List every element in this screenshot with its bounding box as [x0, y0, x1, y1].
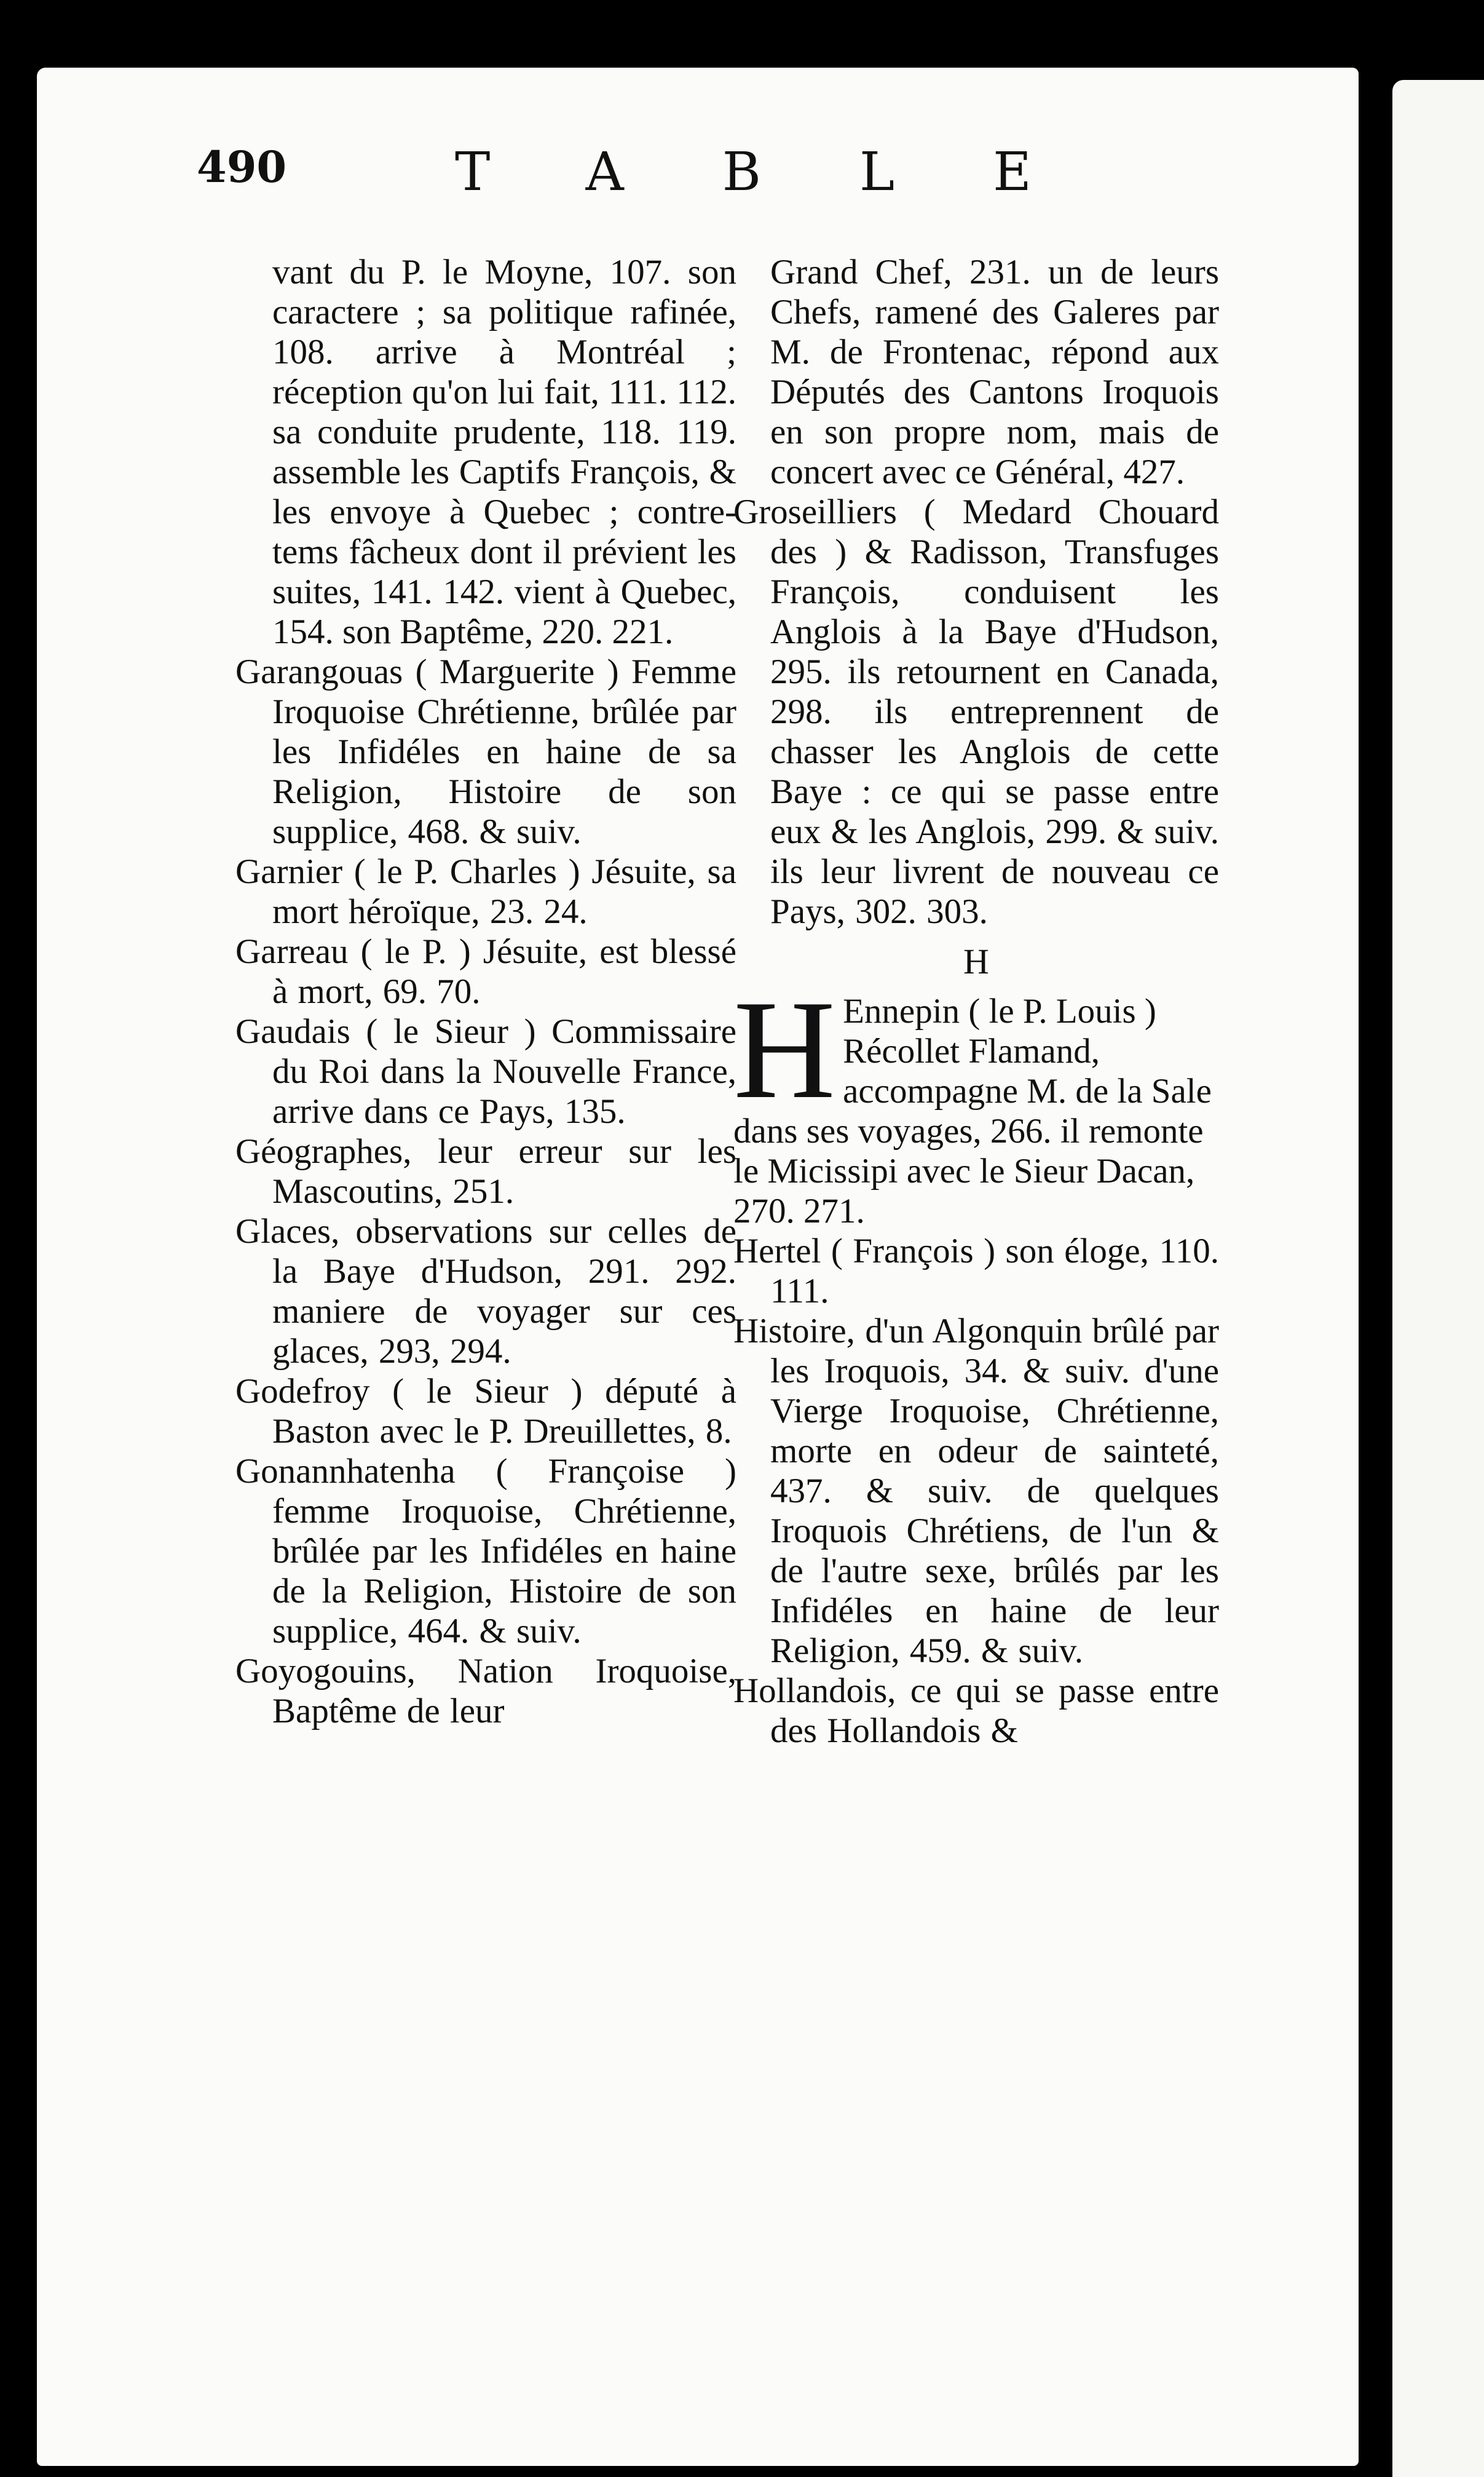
- index-entry: Histoire, d'un Algonquin brûlé par les Iroquois, 34. & suiv. d'une Vierge Iroquoise, Chrétienne, morte en odeur de sainteté, 437. & suiv. de quelques Iroquois Chrétiens, de l'un & de l'autre sexe, brûlés par les Infidéles en haine de leur Religion, 459. & suiv.: [733, 1312, 1219, 1670]
- entry-continuation: vant du P. le Moyne, 107. son caractere ; sa politique rafinée, 108. arrive à Montréal ; réception qu'on lui fait, 111. 112. sa conduite prudente, 118. 119. assemble les Captifs François, & les envoye à Quebec ; contre-tems fâcheux dont il prévient les suites, 141. 142. vient à Quebec, 154. son Baptême, 220. 221.: [272, 253, 736, 651]
- index-entry: Groseilliers ( Medard Chouard des ) & Radisson, Transfuges François, conduisent les Anglois à la Baye d'Hudson, 295. ils retournent en Canada, 298. ils entreprennent de chasser les Anglois de cette Baye : ce qui se passe entre eux & les Anglois, 299. & suiv. ils leur livrent de nouveau ce Pays, 302. 303.: [733, 493, 1219, 931]
- adjacent-page-edge: [1392, 80, 1484, 2477]
- index-entry: Hertel ( François ) son éloge, 110. 111.: [733, 1232, 1219, 1310]
- dropcap-entry: [733, 971, 1219, 1231]
- left-column: [235, 252, 736, 1731]
- index-entry: Goyogouins, Nation Iroquoise, Baptême de leur: [235, 1652, 736, 1730]
- dropcap-entry-text: Ennepin ( le P. Louis ) Récollet Flamand, accompagne M. de la Sale dans ses voyages, 266. il remonte le Micissipi avec le Sieur Dacan, 270. 271.: [733, 992, 1212, 1231]
- drop-cap: H: [733, 971, 836, 1128]
- index-entry: Garangouas ( Marguerite ) Femme Iroquoise Chrétienne, brûlée par les Infidéles en haine de sa Religion, Histoire de son supplice, 468. & suiv.: [235, 652, 736, 851]
- index-entry: Géographes, leur erreur sur les Mascoutins, 251.: [235, 1132, 736, 1211]
- page-number: 490: [197, 141, 287, 192]
- section-letter-heading: H: [963, 941, 989, 981]
- running-title: TABLE: [455, 141, 1130, 203]
- index-entry: Godefroy ( le Sieur ) député à Baston avec le P. Dreuillettes, 8.: [235, 1372, 736, 1451]
- right-column: [733, 252, 1219, 1751]
- index-entry: Glaces, observations sur celles de la Baye d'Hudson, 291. 292. maniere de voyager sur ces glaces, 293, 294.: [235, 1212, 736, 1371]
- index-entry: Garnier ( le P. Charles ) Jésuite, sa mort héroïque, 23. 24.: [235, 852, 736, 931]
- index-entry: Garreau ( le P. ) Jésuite, est blessé à mort, 69. 70.: [235, 932, 736, 1011]
- index-entry: Gonannhatenha ( Françoise ) femme Iroquoise, Chrétienne, brûlée par les Infidéles en haine de la Religion, Histoire de son supplice, 464. & suiv.: [235, 1452, 736, 1651]
- page-header: [197, 141, 1303, 221]
- index-entry: Hollandois, ce qui se passe entre des Hollandois &: [733, 1671, 1219, 1750]
- index-entry: Gaudais ( le Sieur ) Commissaire du Roi dans la Nouvelle France, arrive dans ce Pays, 135.: [235, 1012, 736, 1131]
- entry-continuation: Grand Chef, 231. un de leurs Chefs, ramené des Galeres par M. de Frontenac, répond aux Députés des Cantons Iroquois en son propre nom, mais de concert avec ce Général, 427.: [770, 253, 1219, 491]
